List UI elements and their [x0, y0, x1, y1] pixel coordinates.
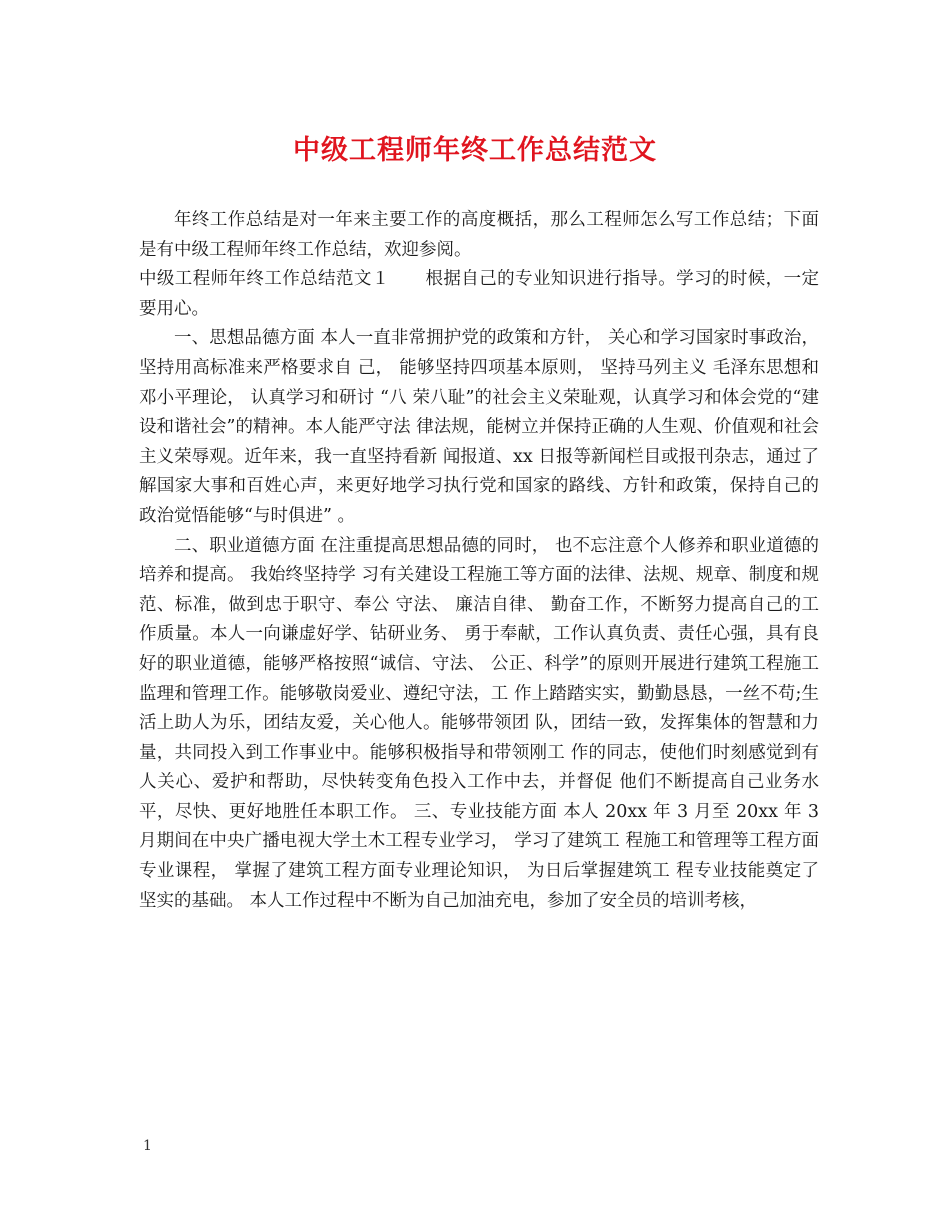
moral-character-paragraph: 一、思想品德方面 本人一直非常拥护党的政策和方针， 关心和学习国家时事政治， 坚持用高标准来严格要求自 己， 能够坚持四项基本原则， 坚持马列主义 毛泽东思想和邓小平理论， 认真学习和研讨 “八 荣八耻”的社会主义荣耻观，认真学习和体会党的“建设和谐社会”的精神。本人能严守法 律法规，能树立并保持正确的人生观、价值观和社会主义荣辱观。近年来，我一直坚持看新 闻报道、xx 日报等新闻栏目或报刊杂志，通过了解国家大事和百姓心声，来更好地学习执行党和国家的路线、方针和政策，保持自己的政治觉悟能够“与时俱进” 。: [139, 328, 819, 526]
document-body: [139, 206, 819, 916]
section-heading-paragraph: 中级工程师年终工作总结范文１ 根据自己的专业知识进行指导。学习的时候，一定要用心。: [139, 269, 819, 319]
page-number: 1: [143, 1138, 152, 1154]
intro-paragraph: 年终工作总结是对一年来主要工作的高度概括，那么工程师怎么写工作总结；下面是有中级工程师年终工作总结，欢迎参阅。: [139, 210, 819, 260]
document-title: 中级工程师年终工作总结范文: [293, 135, 657, 166]
professional-ethics-paragraph: 二、职业道德方面 在注重提高思想品德的同时， 也不忘注意个人修养和职业道德的培养和提高。 我始终坚持学 习有关建设工程施工等方面的法律、法规、规章、制度和规范、标准，做到忠于职守、奉公 守法、 廉洁自律、 勤奋工作，不断努力提高自己的工作质量。本人一向谦虚好学、钻研业务、 勇于奉献，工作认真负责、责任心强，具有良好的职业道德，能够严格按照“诚信、守法、 公正、科学”的原则开展进行建筑工程施工监理和管理工作。能够敬岗爱业、遵纪守法，工 作上踏踏实实，勤勤恳恳，一丝不苟;生活上助人为乐，团结友爱，关心他人。能够带领团 队，团结一致，发挥集体的智慧和力量，共同投入到工作事业中。能够积极指导和带领刚工 作的同志，使他们时刻感觉到有人关心、爱护和帮助，尽快转变角色投入工作中去，并督促 他们不断提高自己业务水平，尽快、更好地胜任本职工作。 三、专业技能方面 本人 20xx 年 3 月至 20xx 年 3 月期间在中央广播电视大学土木工程专业学习， 学习了建筑工 程施工和管理等工程方面专业课程， 掌握了建筑工程方面专业理论知识， 为日后掌握建筑工 程专业技能奠定了坚实的基础。 本人工作过程中不断为自己加油充电，参加了安全员的培训考核，: [139, 535, 819, 911]
